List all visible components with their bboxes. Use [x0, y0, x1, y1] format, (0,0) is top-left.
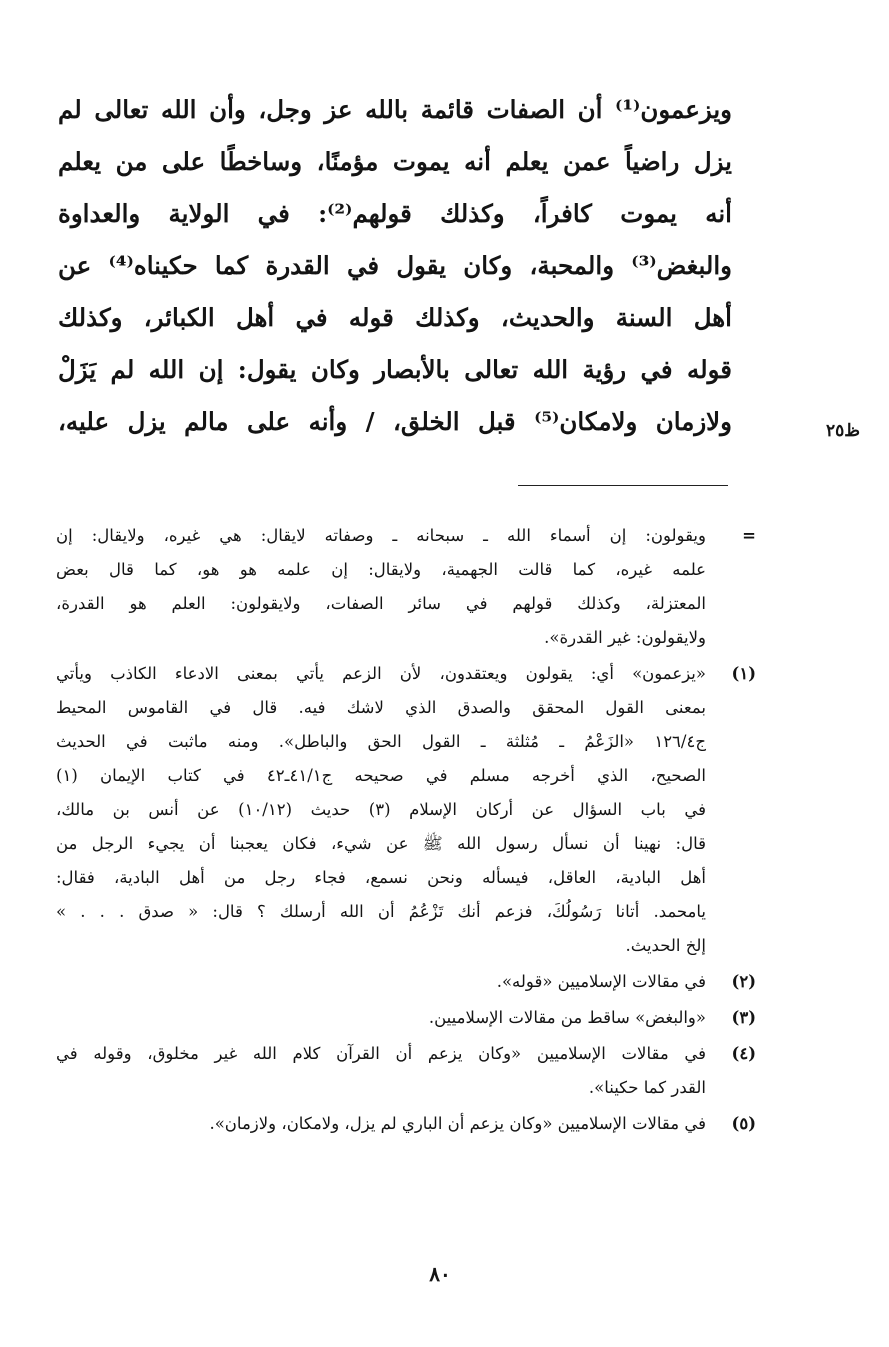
footnote-line: ويقولون: إن أسماء الله ـ سبحانه ـ وصفاته لايقال: هي غيره، ولايقال: إن: [56, 526, 706, 545]
footnotes-section: [56, 519, 766, 1141]
main-text-line: أهل السنة والحديث، وكذلك قوله في أهل الكبائر، وكذلك: [58, 303, 732, 332]
footnote-3: [56, 1001, 766, 1035]
footnote-line: في مقالات الإسلاميين «وكان يزعم أن الباري لم يزل، ولامكان، ولازمان».: [209, 1114, 706, 1133]
main-text-line: أنه يموت كافراً، وكذلك قولهم⁽²⁾: في الولاية والعداوة: [58, 199, 732, 228]
footnote-line: القدر كما حكينا».: [588, 1078, 706, 1097]
main-text-line: ولازمان ولامكان⁽⁵⁾ قبل الخلق، / وأنه على مالم يزل عليه،: [58, 407, 732, 436]
page-number: ٨٠: [429, 1262, 451, 1286]
footnote-label: (١): [731, 664, 756, 683]
main-text-block: [58, 84, 732, 448]
footnote-continuation: [56, 519, 766, 655]
main-text-line: يزل راضياً عمن يعلم أنه يموت مؤمنًا، وساخطًا على من يعلم: [58, 147, 732, 176]
footnote-line: «يزعمون» أي: يقولون ويعتقدون، لأن الزعم يأتي بمعنى الادعاء الكاذب ويأتي: [56, 664, 706, 683]
footnote-label: (٤): [731, 1044, 756, 1063]
footnote-line: في مقالات الإسلاميين «قوله».: [496, 972, 706, 991]
footnote-5: [56, 1107, 766, 1141]
footnote-separator: [518, 485, 728, 486]
footnote-line: يامحمد. أتانا رَسُولُكَ، فزعم أنك تَزْعُمُ أن الله أرسلك ؟ قال: « صدق . . . »: [56, 902, 706, 921]
footnote-line: ولايقولون: غير القدرة».: [544, 628, 706, 647]
footnote-line: أهل البادية، العاقل، فيسأله ونحن نسمع، فجاء رجل من أهل البادية، فقال:: [56, 868, 706, 887]
footnote-label: (٥): [731, 1114, 756, 1133]
footnote-line: إلخ الحديث.: [625, 936, 706, 955]
footnote-line: «والبغض» ساقط من مقالات الإسلاميين.: [428, 1008, 706, 1027]
footnote-line: ج١٢٦/٤ «الزَعْمُ ـ مُثلثة ـ القول الحق والباطل». ومنه ماثبت في الحديث: [56, 732, 706, 751]
footnote-line: علمه غيره، كما قالت الجهمية، ولايقال: إن علمه هو هو، كما قال بعض: [56, 560, 706, 579]
main-text-line: قوله في رؤية الله تعالى بالأبصار وكان يقول: إن الله لم يَزَلْ: [58, 355, 732, 384]
footnote-label: =: [742, 526, 756, 545]
footnote-line: قال: نهينا أن نسأل رسول الله ﷺ عن شيء، فكان يعجبنا أن يجيء الرجل من: [56, 834, 706, 853]
footnote-2: [56, 965, 766, 999]
main-text-line: ويزعمون⁽¹⁾ أن الصفات قائمة بالله عز وجل، وأن الله تعالى لم: [58, 95, 732, 124]
footnote-line: المعتزلة، وكذلك قولهم في سائر الصفات، ولايقولون: العلم هو القدرة،: [56, 594, 706, 613]
footnote-line: في باب السؤال عن أركان الإسلام (٣) حديث (١٠/١٢) عن أنس بن مالك،: [56, 800, 706, 819]
footnote-label: (٢): [731, 972, 756, 991]
footnote-line: بمعنى القول المحقق والصدق الذي لاشك فيه. قال في القاموس المحيط: [56, 698, 706, 717]
footnote-4: [56, 1037, 766, 1105]
footnote-1: [56, 657, 766, 963]
footnote-line: الصحيح، الذي أخرجه مسلم في صحيحه ج٤١/١ـ٤٢ في كتاب الإيمان (١): [56, 766, 706, 785]
manuscript-folio-marker: ظ٢٥: [826, 421, 860, 441]
footnote-line: في مقالات الإسلاميين «وكان يزعم أن القرآن كلام الله غير مخلوق، وقوله في: [56, 1044, 706, 1063]
main-text-line: والبغض⁽³⁾ والمحبة، وكان يقول في القدرة كما حكيناه⁽⁴⁾ عن: [58, 251, 732, 280]
footnote-label: (٣): [731, 1008, 756, 1027]
